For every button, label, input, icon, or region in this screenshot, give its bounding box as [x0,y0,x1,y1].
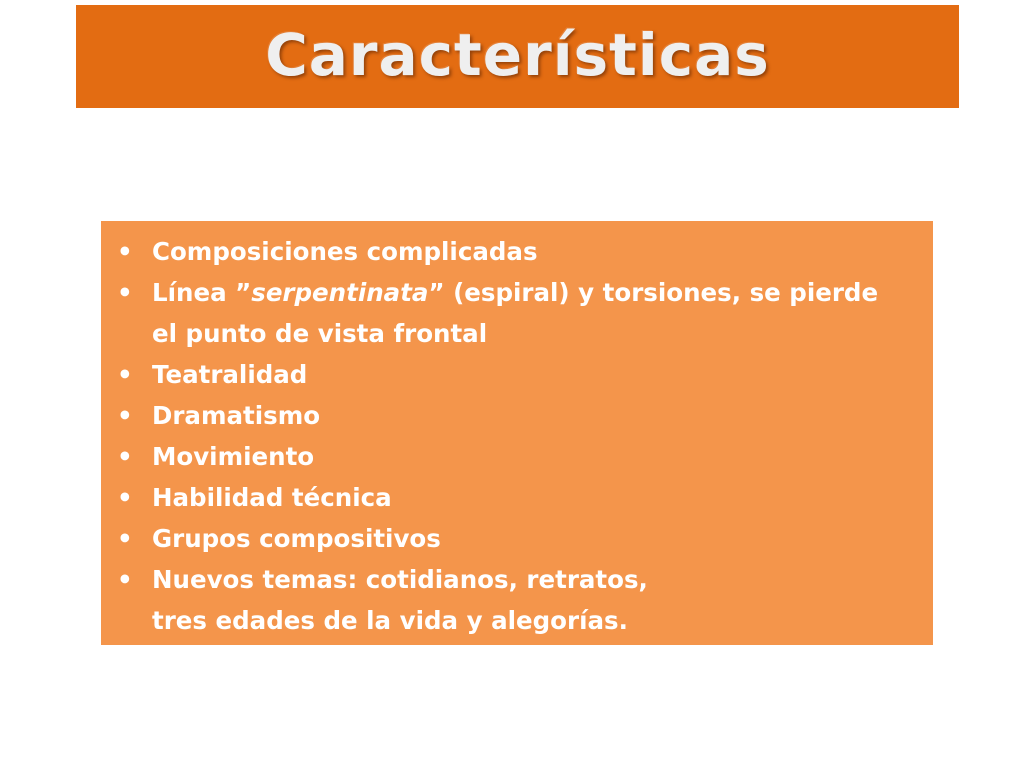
bullet-text: Habilidad técnica [152,483,392,512]
list-item [117,559,919,641]
bullet-text: Composiciones complicadas [152,237,538,266]
title-bar [76,5,959,108]
bullet-text-continuation: tres edades de la vida y alegorías. [152,606,628,635]
slide-title: Características [265,20,770,89]
list-item [117,272,919,354]
bullet-icon: • [117,524,133,553]
bullet-text-italic: serpentinata [251,278,429,307]
list-item [117,477,919,518]
list-item [117,231,919,272]
list-item [117,518,919,559]
bullet-text-continuation: el punto de vista frontal [152,319,488,348]
bullet-text-pre: Línea ” [152,278,252,307]
list-item [117,436,919,477]
bullet-text-post: ” (espiral) y torsiones, se pierde [428,278,879,307]
bullet-text: Grupos compositivos [152,524,441,553]
bullet-text: Dramatismo [152,401,321,430]
bullet-icon: • [117,442,133,471]
content-box [101,221,933,645]
bullet-list [117,231,919,641]
bullet-icon: • [117,565,133,594]
bullet-icon: • [117,360,133,389]
bullet-icon: • [117,237,133,266]
bullet-icon: • [117,278,133,307]
bullet-icon: • [117,483,133,512]
bullet-text: Nuevos temas: cotidianos, retratos, [152,565,648,594]
list-item [117,354,919,395]
bullet-text: Movimiento [152,442,315,471]
list-item [117,395,919,436]
bullet-text: Teatralidad [152,360,308,389]
bullet-icon: • [117,401,133,430]
